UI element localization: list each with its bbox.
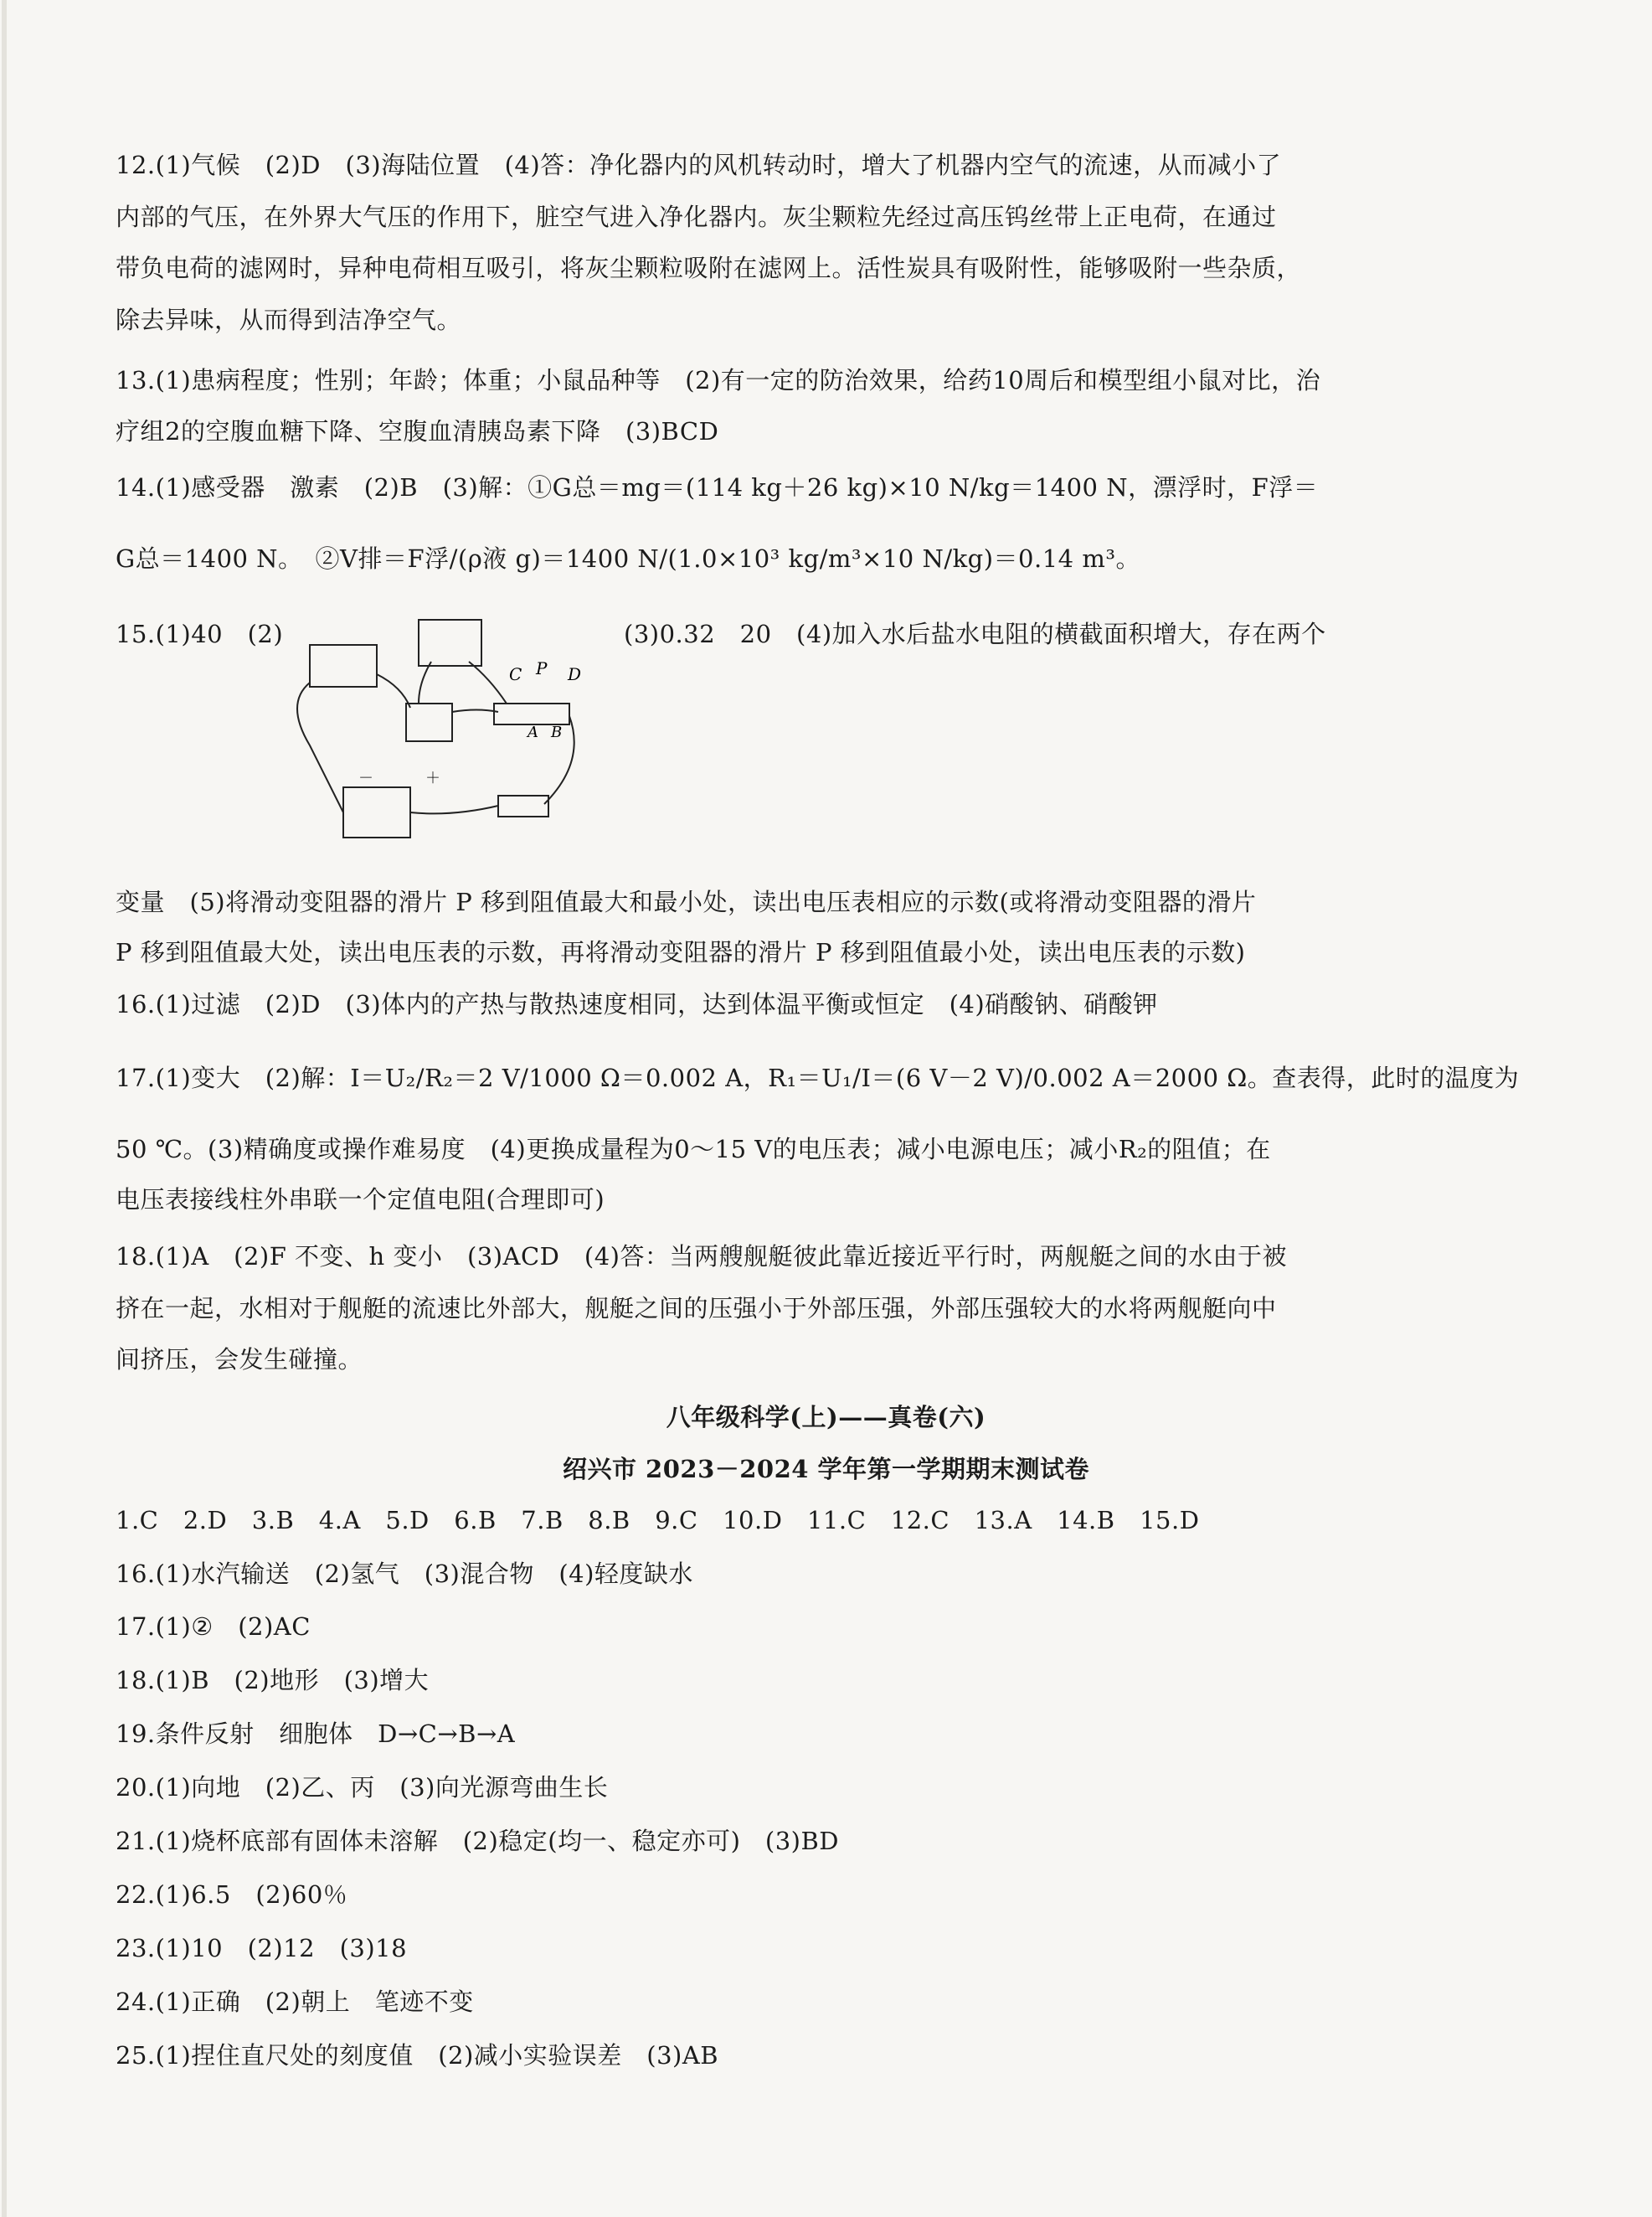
- label-p: P: [536, 658, 548, 678]
- answer-b21: 21.(1)烧杯底部有固体未溶解 (2)稳定(均一、稳定亦可) (3)BD: [116, 1827, 840, 1855]
- answer-18-line-1: 18.(1)A (2)F 不变、h 变小 (3)ACD (4)答：当两艘舰艇彼此靠近接近平行时，两舰艇之间的水由于被: [116, 1242, 1287, 1271]
- answer-15-part-3: (3)0.32 20 (4)加入水后盐水电阻的横截面积增大，存在两个: [624, 620, 1326, 648]
- answer-17-line-2: 50 ℃。(3)精确度或操作难易度 (4)更换成量程为0～15 V的电压表；减小电源电压；减小R₂的阻值；在: [116, 1135, 1271, 1163]
- label-b: B: [551, 724, 563, 741]
- label-plus: ＋: [425, 770, 440, 787]
- answer-18-line-2: 挤在一起，水相对于舰艇的流速比外部大，舰艇之间的压强小于外部压强，外部压强较大的水将两舰艇向中: [116, 1294, 1277, 1322]
- rheostat-icon: [494, 704, 569, 724]
- section-title: 八年级科学(上)——真卷(六): [666, 1403, 986, 1431]
- label-minus: －: [358, 770, 373, 787]
- answer-12-line-4: 除去异味，从而得到洁净空气。: [116, 306, 462, 334]
- answer-14-line-2: G总＝1400 N。 ②V排＝F浮/(ρ液 g)＝1400 N/(1.0×10³ kg/m³×10 N/kg)＝0.14 m³。: [116, 544, 1140, 573]
- answer-b25: 25.(1)捏住直尺处的刻度值 (2)减小实验误差 (3)AB: [116, 2041, 719, 2070]
- answer-b24: 24.(1)正确 (2)朝上 笔迹不变: [116, 1988, 474, 2016]
- voltmeter-icon: [419, 620, 481, 666]
- answer-13-line-2: 疗组2的空腹血糖下降、空腹血清胰岛素下降 (3)BCD: [116, 417, 719, 446]
- answer-14-line-1: 14.(1)感受器 激素 (2)B (3)解：①G总＝mg＝(114 kg＋26 kg)×10 N/kg＝1400 N，漂浮时，F浮＝: [116, 473, 1319, 502]
- answer-15-start: 15.(1)40 (2): [116, 620, 284, 648]
- answer-12-line-3: 带负电荷的滤网时，异种电荷相互吸引，将灰尘颗粒吸附在滤网上。活性炭具有吸附性，能够吸附一些杂质，: [116, 254, 1302, 282]
- answer-13-line-1: 13.(1)患病程度；性别；年龄；体重；小鼠品种等 (2)有一定的防治效果，给药10周后和模型组小鼠对比，治: [116, 366, 1321, 394]
- answer-12-line-1: 12.(1)气候 (2)D (3)海陆位置 (4)答：净化器内的风机转动时，增大了机器内空气的流速，从而减小了: [116, 151, 1282, 179]
- answer-b18: 18.(1)B (2)地形 (3)增大: [116, 1666, 430, 1694]
- answer-15-line-3: P 移到阻值最大处，读出电压表的示数，再将滑动变阻器的滑片 P 移到阻值最小处，读出电压表的示数): [116, 938, 1246, 967]
- answer-15-line-2: 变量 (5)将滑动变阻器的滑片 P 移到阻值最大和最小处，读出电压表相应的示数(或将滑动变阻器的滑片: [116, 888, 1257, 916]
- answer-b16: 16.(1)水汽输送 (2)氢气 (3)混合物 (4)轻度缺水: [116, 1560, 693, 1588]
- circuit-diagram: [285, 611, 636, 863]
- switch-icon: [498, 796, 548, 817]
- ammeter-icon: [310, 645, 377, 687]
- label-d: D: [568, 664, 582, 684]
- answer-16: 16.(1)过滤 (2)D (3)体内的产热与散热速度相同，达到体温平衡或恒定 (4)硝酸钠、硝酸钾: [116, 990, 1158, 1018]
- answer-18-line-3: 间挤压，会发生碰撞。: [116, 1345, 363, 1374]
- page-edge: [2, 0, 7, 2217]
- label-a: A: [528, 724, 538, 741]
- answer-17-line-3: 电压表接线柱外串联一个定值电阻(合理即可): [116, 1185, 605, 1214]
- answer-17-line-1: 17.(1)变大 (2)解：I＝U₂/R₂＝2 V/1000 Ω＝0.002 A，R₁＝U₁/I＝(6 V－2 V)/0.002 A＝2000 Ω。查表得，此时的温度为: [116, 1064, 1520, 1092]
- answer-12-line-2: 内部的气压，在外界大气压的作用下，脏空气进入净化器内。灰尘颗粒先经过高压钨丝带上正电荷，在通过: [116, 203, 1277, 231]
- beaker-icon: [406, 704, 452, 741]
- mc-answers: 1.C 2.D 3.B 4.A 5.D 6.B 7.B 8.B 9.C 10.D 11.C 12.C 13.A 14.B 15.D: [116, 1506, 1200, 1534]
- answer-b17: 17.(1)② (2)AC: [116, 1612, 311, 1641]
- label-c: C: [509, 664, 522, 684]
- answer-b23: 23.(1)10 (2)12 (3)18: [116, 1934, 408, 1962]
- battery-icon: [343, 787, 410, 838]
- answer-b20: 20.(1)向地 (2)乙、丙 (3)向光源弯曲生长: [116, 1773, 609, 1802]
- answer-b19: 19.条件反射 细胞体 D→C→B→A: [116, 1719, 516, 1748]
- exam-title: 绍兴市 2023－2024 学年第一学期期末测试卷: [562, 1455, 1090, 1483]
- answer-b22: 22.(1)6.5 (2)60％: [116, 1880, 348, 1909]
